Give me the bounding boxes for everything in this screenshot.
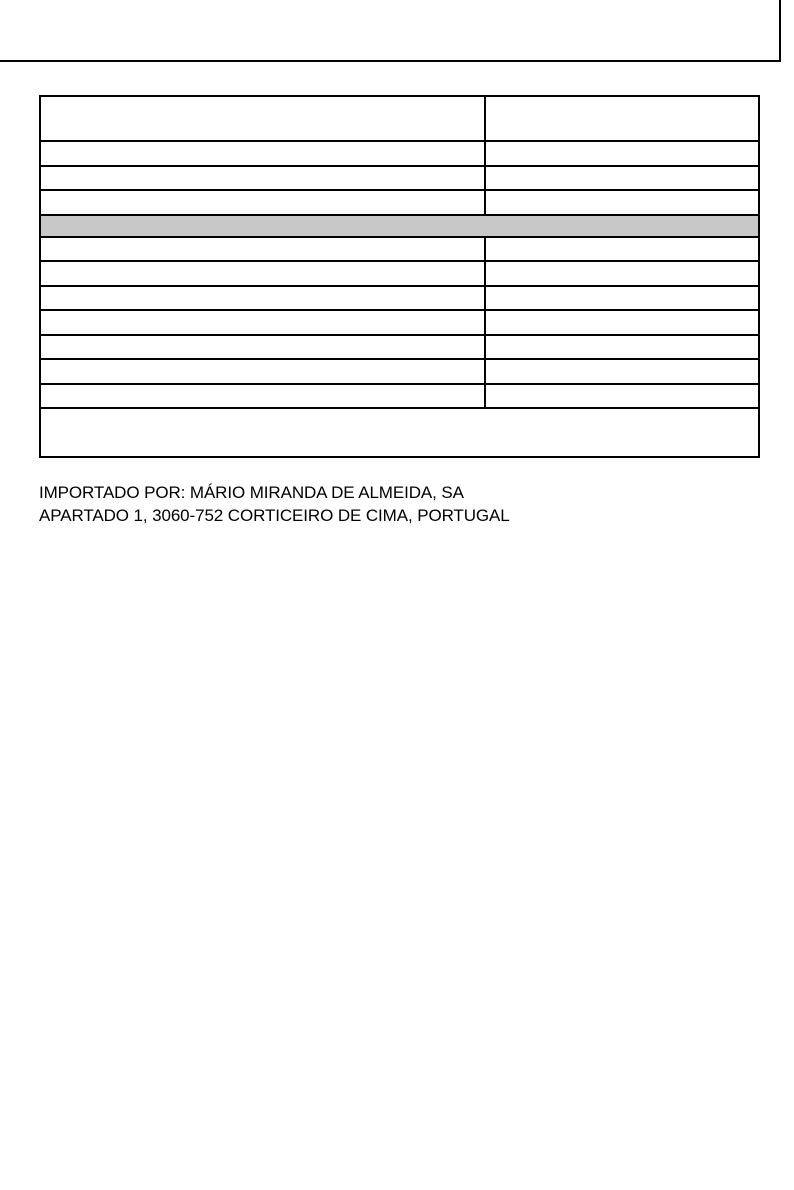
table-cell-value bbox=[485, 359, 759, 384]
table-cell-label bbox=[40, 286, 485, 311]
table-cell-label bbox=[40, 141, 485, 166]
table-row bbox=[40, 141, 759, 166]
table-cell-value bbox=[485, 166, 759, 191]
importer-line-name: IMPORTADO POR: MÁRIO MIRANDA DE ALMEIDA, SA bbox=[39, 483, 464, 502]
table-row bbox=[40, 384, 759, 409]
importer-line-address: APARTADO 1, 3060-752 CORTICEIRO DE CIMA, PORTUGAL bbox=[39, 506, 510, 525]
page-corner-frame bbox=[0, 0, 781, 62]
table-cell-label bbox=[40, 384, 485, 409]
table-row bbox=[40, 261, 759, 286]
table-row bbox=[40, 166, 759, 191]
table-note-row bbox=[40, 408, 759, 457]
table-cell-label bbox=[40, 261, 485, 286]
table-section-cell bbox=[40, 215, 759, 237]
table-row bbox=[40, 237, 759, 262]
table-header-row bbox=[40, 96, 759, 141]
table-cell-label bbox=[40, 335, 485, 360]
table-header-label-cell bbox=[40, 96, 485, 141]
table-cell-label bbox=[40, 237, 485, 262]
table-row bbox=[40, 190, 759, 215]
importer-info bbox=[39, 481, 510, 527]
table-cell-label bbox=[40, 359, 485, 384]
table-cell-value bbox=[485, 286, 759, 311]
table-row bbox=[40, 359, 759, 384]
specifications-table bbox=[39, 95, 760, 458]
table-cell-label bbox=[40, 166, 485, 191]
table-cell-value bbox=[485, 310, 759, 335]
table-cell-value bbox=[485, 335, 759, 360]
table-cell-value bbox=[485, 261, 759, 286]
table-row bbox=[40, 335, 759, 360]
table-cell-value bbox=[485, 190, 759, 215]
table-note-cell bbox=[40, 408, 759, 457]
table-cell-value bbox=[485, 384, 759, 409]
table-section-row bbox=[40, 215, 759, 237]
table-header-value-cell bbox=[485, 96, 759, 141]
table-cell-value bbox=[485, 237, 759, 262]
table-cell-value bbox=[485, 141, 759, 166]
table-row bbox=[40, 310, 759, 335]
table-cell-label bbox=[40, 310, 485, 335]
table-cell-label bbox=[40, 190, 485, 215]
table-row bbox=[40, 286, 759, 311]
